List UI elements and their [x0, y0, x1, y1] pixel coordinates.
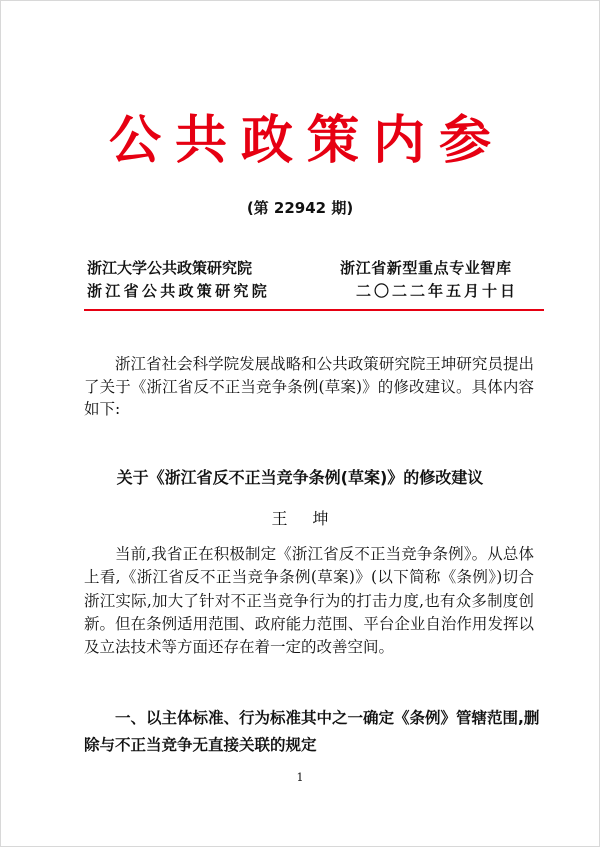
- intro-text: 浙江省社会科学院发展战略和公共政策研究院王坤研究员提出了关于《浙江省反不正当竞争条例(草案)》的修改建议。具体内容如下:: [84, 355, 534, 418]
- header-divider: [84, 309, 544, 311]
- body-text: 当前,我省正在积极制定《浙江省反不正当竞争条例》。从总体上看,《浙江省反不正当竞争条例(草案)》(以下简称《条例》)切合浙江实际,加大了针对不正当竞争行为的打击力度,也有众多制度创新。但在条例适用范围、政府能力范围、平台企业自治作用发挥以及立法技术等方面还存在着一定的改善空间。: [84, 545, 534, 657]
- masthead-title: 公共政策内参: [108, 110, 505, 171]
- section-heading-text: 一、以主体标准、行为标准其中之一确定《条例》管辖范围,删除与不正当竞争无直接关联的规定: [84, 709, 540, 754]
- body-paragraph: [84, 543, 534, 659]
- issue-number: (第 22942 期): [246, 199, 354, 217]
- section-heading: [84, 705, 544, 759]
- article-author: 王 坤: [271, 509, 339, 528]
- page-number: 1: [296, 771, 304, 784]
- publication-date: 二〇二二年五月十日: [356, 282, 519, 300]
- publisher-name-2: 浙江省公共政策研究院: [87, 282, 271, 300]
- article-title: 关于《浙江省反不正当竞争条例(草案)》的修改建议: [116, 468, 484, 487]
- publisher-name-1: 浙江大学公共政策研究院: [87, 259, 253, 277]
- intro-paragraph: [84, 353, 534, 421]
- think-tank-label: 浙江省新型重点专业智库: [340, 259, 512, 277]
